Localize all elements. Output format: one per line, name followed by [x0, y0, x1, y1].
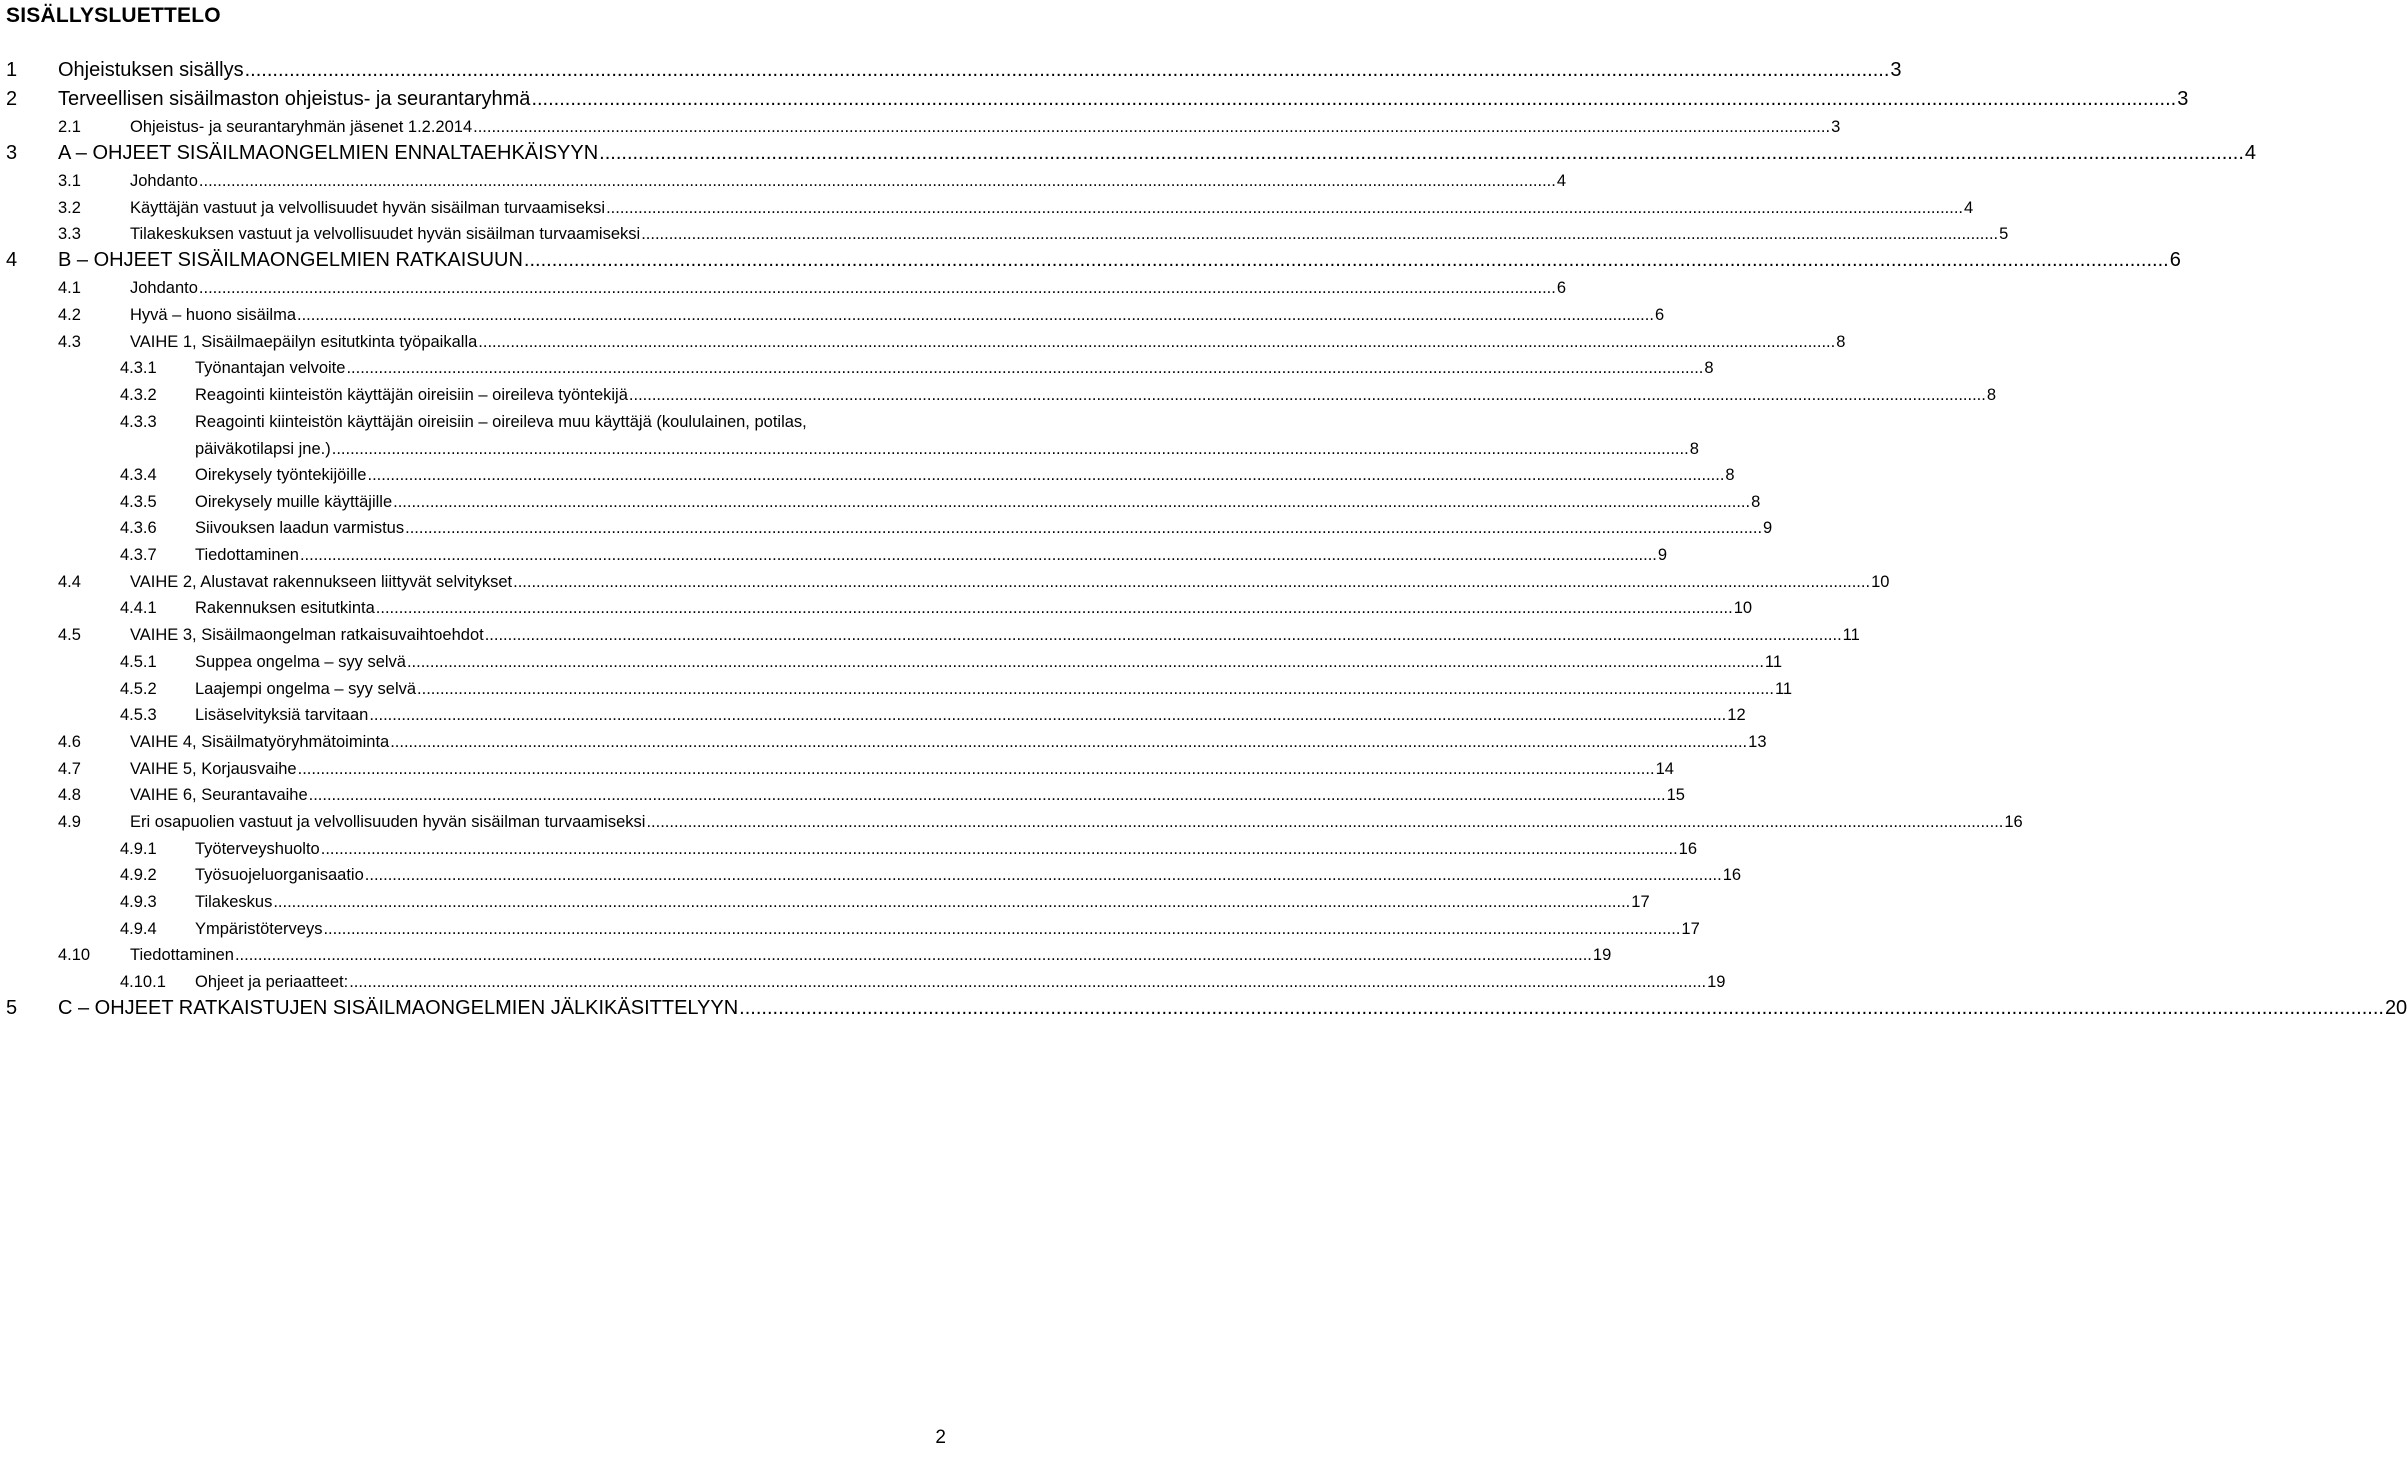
toc-entry-title: Hyvä – huono sisäilma — [130, 306, 296, 324]
toc-entry-title: Terveellisen sisäilmaston ohjeistus- ja seurantaryhmä — [58, 88, 531, 110]
toc-entry-number: 4.3.3 — [120, 413, 157, 431]
toc-entry-title: Ohjeet ja periaatteet: — [195, 973, 349, 991]
toc-entry[interactable] — [58, 626, 1860, 645]
toc-entry[interactable] — [58, 225, 2009, 244]
toc-entry-number: 4.8 — [58, 786, 81, 804]
toc-leader-dots — [298, 760, 1655, 779]
toc-entry-title: Ohjeistuksen sisällys — [58, 59, 244, 81]
toc-entry[interactable] — [120, 466, 1735, 485]
toc-entry-title: Johdanto — [130, 172, 198, 190]
toc-entry-page: 8 — [1836, 333, 1846, 351]
toc-leader-dots — [199, 172, 1556, 191]
toc-entry-page: 10 — [1733, 599, 1753, 617]
toc-entry-title: Oirekysely työntekijöille — [195, 466, 367, 484]
toc-leader-dots — [641, 225, 1998, 244]
toc-entry-number: 4.5.3 — [120, 706, 157, 724]
toc-leader-dots — [417, 680, 1774, 699]
toc-entry[interactable] — [58, 172, 1567, 191]
toc-entry-number: 4.9.4 — [120, 920, 157, 938]
toc-entry-page: 11 — [1764, 653, 1783, 671]
toc-entry[interactable] — [58, 760, 1674, 779]
toc-leader-dots — [349, 973, 1706, 992]
toc-entry-page: 16 — [1678, 840, 1698, 858]
toc-entry-title: VAIHE 4, Sisäilmatyöryhmätoiminta — [130, 733, 390, 751]
toc-entry-page: 8 — [1725, 466, 1735, 484]
toc-leader-dots — [646, 813, 2003, 832]
toc-leader-dots — [273, 893, 1630, 912]
toc-entry-page: 6 — [1654, 306, 1665, 324]
toc-entry-page: 20 — [2384, 997, 2407, 1019]
toc-entry-number: 4.1 — [58, 279, 81, 297]
toc-entry-title: Ohjeistus- ja seurantaryhmän jäsenet 1.2.2014 — [130, 118, 473, 136]
toc-leader-dots — [405, 519, 1762, 538]
toc-entry-number: 4.4 — [58, 573, 81, 591]
document-title: SISÄLLYSLUETTELO — [6, 4, 221, 27]
toc-entry-number: 4.5 — [58, 626, 81, 644]
toc-entry-title: Lisäselvityksiä tarvitaan — [195, 706, 369, 724]
toc-entry[interactable] — [58, 333, 1846, 352]
toc-entry-number: 4.10 — [58, 946, 91, 964]
toc-leader-dots — [199, 279, 1556, 298]
toc-entry-number: 4.5.1 — [120, 653, 157, 671]
toc-entry[interactable] — [120, 973, 1726, 992]
toc-entry[interactable] — [6, 88, 2189, 111]
toc-entry-page: 10 — [1871, 573, 1890, 591]
toc-entry[interactable] — [6, 59, 1902, 82]
toc-leader-dots — [309, 786, 1666, 805]
toc-leader-dots — [478, 333, 1835, 352]
toc-entry-page: 19 — [1707, 973, 1726, 991]
toc-entry[interactable] — [120, 599, 1753, 618]
toc-entry-wrapped-second-line[interactable] — [195, 440, 1699, 459]
toc-entry-number: 4 — [6, 249, 18, 271]
toc-leader-dots — [332, 440, 1689, 459]
toc-entry-number: 4.3.4 — [120, 466, 157, 484]
toc-entry-page: 11 — [1842, 626, 1860, 644]
toc-entry-number: 4.4.1 — [120, 599, 157, 617]
toc-entry-number: 4.3 — [58, 333, 81, 351]
toc-entry-title: VAIHE 3, Sisäilmaongelman ratkaisuvaihtoehdot — [130, 626, 484, 644]
toc-entry-number: 5 — [6, 997, 18, 1019]
toc-entry-title: Tiedottaminen — [195, 546, 299, 564]
toc-entry-page: 5 — [1999, 225, 2009, 243]
toc-entry[interactable] — [58, 573, 1890, 592]
toc-entry-page: 4 — [1964, 199, 1974, 217]
toc-entry[interactable] — [58, 306, 1665, 325]
toc-entry-title: A – OHJEET SISÄILMAONGELMIEN ENNALTAEHKÄISYYN — [58, 142, 599, 164]
toc-entry[interactable] — [58, 786, 1685, 805]
toc-entry-title: Ympäristöterveys — [195, 920, 323, 938]
toc-entry[interactable] — [120, 493, 1761, 512]
toc-entry-title: Siivouksen laadun varmistus — [195, 519, 405, 537]
toc-leader-dots — [235, 946, 1592, 965]
page-number: 2 — [935, 1427, 946, 1448]
toc-leader-dots — [393, 493, 1750, 512]
toc-entry-number: 4.7 — [58, 760, 81, 778]
toc-leader-dots — [365, 866, 1722, 885]
toc-entry-number: 4.6 — [58, 733, 81, 751]
toc-leader-dots — [369, 706, 1726, 725]
toc-entry[interactable] — [6, 142, 2257, 165]
toc-entry-page: 8 — [1689, 440, 1699, 458]
toc-entry[interactable] — [120, 840, 1698, 859]
toc-entry[interactable] — [58, 118, 1841, 137]
toc-entry-page: 3 — [1890, 59, 1902, 81]
toc-entry[interactable] — [58, 199, 1974, 218]
toc-leader-dots — [367, 466, 1724, 485]
toc-entry-title: Laajempi ongelma – syy selvä — [195, 680, 417, 698]
toc-entry-title: Tilakeskuksen vastuut ja velvollisuudet hyvän sisäilman turvaamiseksi — [130, 225, 641, 243]
toc-entry-number: 4.3.6 — [120, 519, 157, 537]
toc-entry-page: 4 — [2244, 142, 2257, 164]
toc-entry-title: Eri osapuolien vastuut ja velvollisuuden hyvän sisäilman turvaamiseksi — [130, 813, 646, 831]
toc-entry-number: 1 — [6, 59, 18, 81]
toc-entry[interactable] — [120, 653, 1783, 672]
toc-entry[interactable] — [58, 946, 1612, 965]
toc-entry[interactable] — [120, 920, 1700, 939]
toc-entry-title: Tiedottaminen — [130, 946, 234, 964]
toc-leader-dots — [606, 199, 1963, 218]
toc-leader-dots — [376, 599, 1733, 618]
toc-entry-title: C – OHJEET RATKAISTUJEN SISÄILMAONGELMIEN JÄLKIKÄSITTELYYN — [58, 997, 739, 1019]
toc-leader-dots — [346, 359, 1703, 378]
toc-entry[interactable] — [58, 279, 1567, 298]
toc-entry-number: 3.2 — [58, 199, 81, 217]
toc-entry-title-continuation: päiväkotilapsi jne.) — [195, 440, 331, 458]
toc-entry-page: 13 — [1748, 733, 1767, 751]
toc-leader-dots — [599, 142, 2244, 165]
toc-entry-wrapped-first-line[interactable] — [120, 413, 954, 432]
toc-entry-title: VAIHE 5, Korjausvaihe — [130, 760, 297, 778]
toc-entry-number: 4.3.7 — [120, 546, 157, 564]
toc-entry-number: 4.9.2 — [120, 866, 157, 884]
toc-entry[interactable] — [120, 706, 1746, 725]
toc-entry-title: B – OHJEET SISÄILMAONGELMIEN RATKAISUUN — [58, 249, 523, 271]
toc-entry-number: 4.9.1 — [120, 840, 157, 858]
toc-entry-page: 4 — [1556, 172, 1567, 190]
toc-entry-title: Työnantajan velvoite — [195, 359, 346, 377]
toc-leader-dots — [473, 118, 1830, 137]
toc-entry-number: 3.3 — [58, 225, 81, 243]
toc-entry-title: Työterveyshuolto — [195, 840, 320, 858]
toc-leader-dots — [739, 997, 2384, 1020]
toc-leader-dots — [531, 88, 2176, 111]
toc-entry-page: 8 — [1704, 359, 1714, 377]
toc-entry-page: 17 — [1681, 920, 1700, 938]
toc-entry-page: 11 — [1774, 680, 1793, 698]
toc-entry-title: Käyttäjän vastuut ja velvollisuudet hyvän sisäilman turvaamiseksi — [130, 199, 606, 217]
toc-entry[interactable] — [120, 866, 1742, 885]
toc-entry-title: Rakennuksen esitutkinta — [195, 599, 375, 617]
toc-entry[interactable] — [120, 893, 1650, 912]
toc-entry[interactable] — [120, 359, 1714, 378]
toc-entry-number: 2 — [6, 88, 18, 110]
toc-entry[interactable] — [120, 519, 1773, 538]
toc-entry-page: 15 — [1666, 786, 1685, 804]
toc-entry-page: 9 — [1657, 546, 1668, 564]
toc-entry-number: 4.9.3 — [120, 893, 157, 911]
toc-entry[interactable] — [120, 546, 1668, 565]
toc-leader-dots — [321, 840, 1678, 859]
toc-entry-page: 8 — [1751, 493, 1761, 511]
toc-entry-title: VAIHE 2, Alustavat rakennukseen liittyvät selvitykset — [130, 573, 513, 591]
toc-entry-number: 4.10.1 — [120, 973, 166, 991]
toc-entry[interactable] — [120, 386, 1997, 405]
toc-leader-dots — [524, 249, 2169, 272]
toc-leader-dots — [323, 920, 1680, 939]
toc-entry-title: Oirekysely muille käyttäjille — [195, 493, 393, 511]
toc-entry-title: Suppea ongelma – syy selvä — [195, 653, 406, 671]
toc-entry-page: 6 — [1556, 279, 1567, 297]
toc-leader-dots — [300, 546, 1657, 565]
toc-entry-number: 4.9 — [58, 813, 81, 831]
toc-leader-dots — [390, 733, 1747, 752]
toc-entry-page: 19 — [1592, 946, 1612, 964]
toc-leader-dots — [485, 626, 1842, 645]
toc-entry-title: Johdanto — [130, 279, 198, 297]
toc-entry-title: Tilakeskus — [195, 893, 273, 911]
toc-leader-dots — [629, 386, 1986, 405]
toc-entry-title: VAIHE 6, Seurantavaihe — [130, 786, 308, 804]
toc-entry[interactable] — [6, 997, 2407, 1020]
toc-entry-page: 14 — [1655, 760, 1674, 778]
toc-entry-title: Työsuojeluorganisaatio — [195, 866, 364, 884]
toc-leader-dots — [407, 653, 1764, 672]
toc-entry[interactable] — [58, 733, 1767, 752]
toc-entry-number: 4.3.5 — [120, 493, 157, 511]
toc-entry-title: VAIHE 1, Sisäilmaepäilyn esitutkinta työpaikalla — [130, 333, 478, 351]
toc-entry-page: 3 — [2177, 88, 2189, 110]
toc-entry-page: 6 — [2169, 249, 2181, 271]
toc-entry[interactable] — [6, 249, 2181, 272]
toc-entry-number: 4.5.2 — [120, 680, 157, 698]
toc-entry-number: 4.2 — [58, 306, 81, 324]
toc-entry[interactable] — [58, 813, 2023, 832]
toc-entry-number: 2.1 — [58, 118, 81, 136]
toc-entry-title: Reagointi kiinteistön käyttäjän oireisiin – oireileva työntekijä — [195, 386, 628, 404]
toc-leader-dots — [513, 573, 1870, 592]
toc-entry-page: 16 — [1722, 866, 1742, 884]
toc-entry-number: 4.3.1 — [120, 359, 157, 377]
toc-entry-number: 3 — [6, 142, 18, 164]
toc-leader-dots — [245, 59, 1890, 82]
toc-entry-number: 4.3.2 — [120, 386, 157, 404]
toc-entry-page: 16 — [2004, 813, 2023, 831]
toc-leader-dots — [297, 306, 1654, 325]
toc-entry-title: Reagointi kiinteistön käyttäjän oireisiin – oireileva muu käyttäjä (koululainen, potilas, — [195, 413, 807, 431]
toc-entry-page: 3 — [1831, 118, 1841, 136]
toc-entry-page: 12 — [1727, 706, 1746, 724]
toc-entry[interactable] — [120, 680, 1793, 699]
toc-entry-page: 8 — [1986, 386, 1997, 404]
toc-entry-page: 17 — [1631, 893, 1650, 911]
toc-entry-page: 9 — [1763, 519, 1773, 537]
toc-entry-number: 3.1 — [58, 172, 81, 190]
